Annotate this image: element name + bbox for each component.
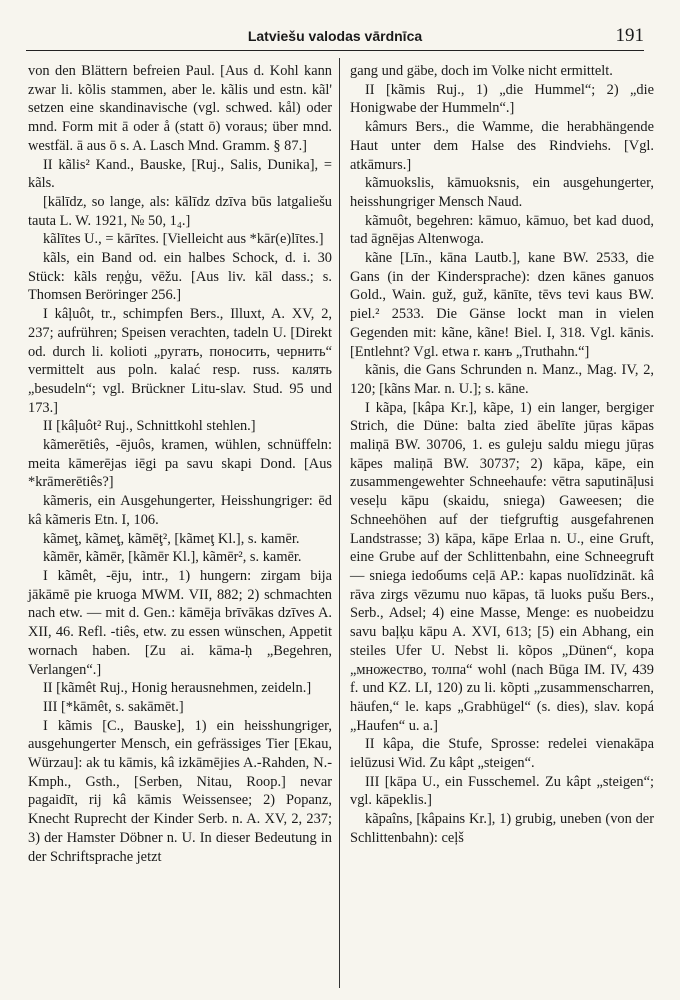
dictionary-entry: gang und gäbe, doch im Volke nicht ermittelt. (350, 63, 613, 79)
dictionary-entry: III [*kāmêt, s. sakāmēt.] (43, 698, 184, 715)
dictionary-entry: kãlītes U., = kārītes. [Vielleicht aus *kār(e)lītes.] (43, 231, 324, 248)
dictionary-entry: kãnis, die Gans Schrunden n. Manz., Mag. IV, 2, 120; [kãns Mar. n. U.]; s. kāne. (350, 362, 654, 397)
dictionary-entry: I kâļuôt, tr., schimpfen Bers., Illuxt, A. XV, 2, 237; aufrühren; Speisen verachten, tadeln U. [Direkt od. durch li. kolioti „ругать, поносить, чернить“ vermittelt aus poln. kalać resp. russ. калять „besudeln“; vgl. Brückner Litu-slav. Stud. 95 und 173.] (28, 306, 332, 416)
page-header (26, 26, 644, 51)
dictionary-entry: kãmeris, ein Ausgehungerter, Heisshungriger: ēd kâ kãmeris Etn. I, 106. (28, 493, 332, 528)
dictionary-entry: von den Blättern befreien Paul. [Aus d. Kohl kann zwar li. kõlis stammen, aber le. kãlis und estn. kãl' setzen eine skandinavische (vgl. schwed. kål) oder mnd. Form mit ā oder å (statt ō) voraus; über mnd. westfäl. ā aus ō s. A. Lasch Mnd. Gramm. § 87.] (28, 63, 332, 154)
dictionary-entry: II kâpa, die Stufe, Sprosse: redelei vienakāpa ielūzusi Wid. Zu kâpt „steigen“. (350, 736, 654, 772)
dictionary-entry: kãpaîns, [kâpains Kr.], 1) grubig, uneben (von der Schlittenbahn): ceļš (350, 811, 654, 846)
dictionary-entry: kâmurs Bers., die Wamme, die herabhängende Haut unter dem Halse des Rindviehs. [Vgl. atkāmurs.] (350, 119, 654, 173)
dictionary-entry: kãmēr, kãmēr, [kãmēr Kl.], kãmēr², s. kamēr. (43, 549, 302, 566)
page-number: 191 (615, 25, 644, 46)
dictionary-entry: kãmuôt, begehren: kāmuo, kāmuo, bet kad duod, tad āgnējas Altenwoga. (350, 212, 654, 248)
dictionary-entry: kãmeţ, kãmeţ, kãmēţ², [kãmeţ Kl.], s. kamēr. (43, 530, 300, 547)
page-title: Latviešu valodas vārdnīca (247, 28, 423, 44)
dictionary-entry: I kãpa, [kâpa Kr.], kãpe, 1) ein langer, bergiger Strich, die Düne: balta zied ābelīte jūŗas kāpas maliņā BW. 30706, 1. es guleju saldu miegu jūŗas kāpes maliņā BW. 30737; 2) kāpa, kāpe, ein zusammengewehter Schneehaufe: vētra saputināļusi veseļu kāpu (skaidu, sniega) Gaweesen; die Schneehöhen auf der tiefgruftig ausgefahrenen Landstrasse; 3) kāpa, kāpe Erlaa n. U., eine Gruft, eine Grube auf der Schlittenbahn, eine Schneegruft — sniega iedoбums ceļā AP.: kapas nuolīdzināt. kâ rāva zirgs vēzumu nuo kāpas, tā luoks pušu Bers., Serb., Adsel; 4) eine Masse, Menge: es nuobeidzu savu baļķu kāpu A. XVI, 613; [5) ein Abhang, ein steiles Ufer U. Nebst li. kõpos „Dünen“, kopa „множество, толпа“ wohl (nach Būga IM. IV, 439 f. und KZ. LI, 120) zu li. kõpti „zusammenscharren, häufen,“ le. kaps „Grabhügel“ (s. dies), slav. kopá „Haufen“ u. a.] (350, 399, 654, 734)
dictionary-entry: kãmerētiês, -ējuôs, kramen, wühlen, schnüffeln: meita kāmerējas iēgi pa savu skapi Dond. [Aus *krāmerētiês?] (28, 437, 332, 491)
left-column (28, 62, 332, 866)
dictionary-entry: II [kãmêt Ruj., Honig herausnehmen, zeideln.] (43, 680, 312, 697)
dictionary-entry: I kãmis [C., Bauske], 1) ein heisshungriger, ausgehungerter Mensch, ein gefrässiges Tier [Ekau, Würzau]: ak tu kāmis, kâ izkāmējies A.-Rahden, N.-Kmph., Gsth., [Serben, Nitau, Roop.] nevar pagaidīt, rij kâ kāmis Weissensee; 2) Popanz, Knecht Ruprecht der Kinder Serb. n. A. XV, 2, 237; 3) der Hamster Döbner n. U. In dieser Bedeutung in der Schriftsprache jetzt (28, 717, 332, 865)
column-divider (339, 58, 340, 988)
dictionary-entry: kãls, ein Band od. ein halbes Schock, d. i. 30 Stück: kãls reņģu, vēžu. [Aus liv. kāl dass.; s. Thomsen Beröringer 256.] (28, 250, 332, 304)
dictionary-entry: kãmuokslis, kāmuoksnis, ein ausgehungerter, heisshungriger Mensch Naud. (350, 175, 654, 210)
dictionary-entry: II [kãmis Ruj., 1) „die Hummel“; 2) „die Honigwabe der Hummeln“.] (350, 81, 654, 117)
dictionary-entry: [kālīdz, so lange, als: kālīdz dzīva būs latgaliešu tauta L. W. 1921, № 50, 1₄.] (28, 193, 332, 229)
dictionary-entry: II [kâļuôt² Ruj., Schnittkohl stehlen.] (43, 418, 256, 435)
dictionary-entry: II kãlis² Kand., Bauske, [Ruj., Salis, Dunika], = kãls. (28, 156, 332, 192)
dictionary-entry: III [kāpa U., ein Fusschemel. Zu kâpt „steigen“; vgl. kāpeklis.] (350, 773, 654, 809)
right-column (350, 62, 654, 848)
dictionary-entry: kãne [Līn., kāna Lautb.], kane BW. 2533, die Gans (in der Kindersprache): dzen kānes ganuos Gold., Wain. guž, guž, kānīte, tēvs tevi kaus BW. piel.² 2533. Die Gänse lockt man in vielen Gegenden mit: kãne, kãne! Biel. I, 318. Vgl. kānis. [Entlehnt? Vgl. etwa r. канъ „Truthahn.“] (350, 250, 654, 360)
dictionary-entry: I kãmêt, -ēju, intr., 1) hungern: zirgam bija jākāmē pie kruoga MWM. VII, 882; 2) schmachten nach etw. — mit d. Gen.: kāmēja brīvākas dzīves A. XII, 46. Refl. -tiês, etw. zu essen wünschen, Appetit wornach haben. [Zu ai. kāma-ḥ „Begehren, Verlangen“.] (28, 567, 332, 678)
